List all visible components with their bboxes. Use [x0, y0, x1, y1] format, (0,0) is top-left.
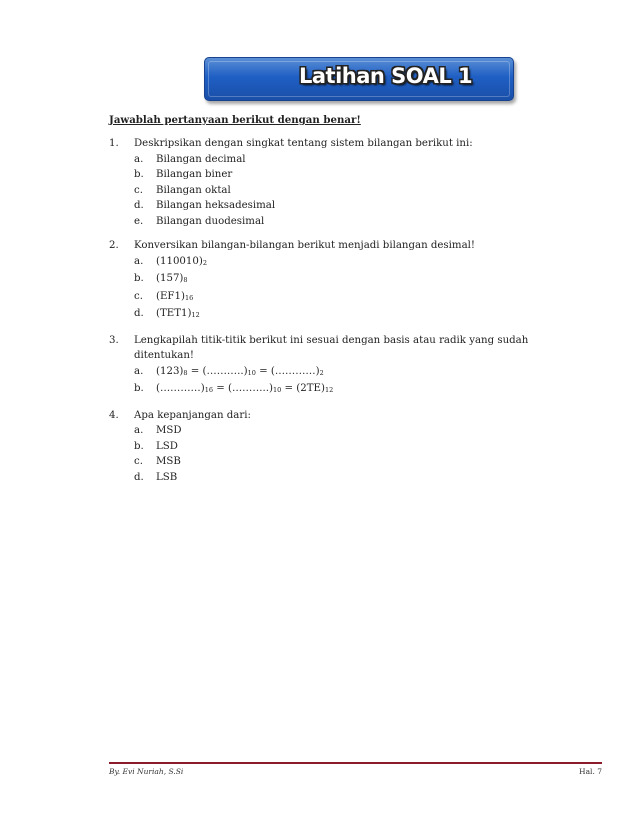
- option-label: a.: [134, 153, 144, 165]
- number-value: (TET1): [156, 308, 192, 319]
- option-item: [134, 364, 589, 382]
- equation-part: = (2TE): [281, 383, 325, 394]
- base-subscript: 8: [183, 276, 188, 284]
- option-label: b.: [134, 169, 144, 180]
- base-subscript: 12: [191, 311, 200, 319]
- exercise-document: [109, 113, 589, 494]
- number-value: (157): [156, 273, 184, 284]
- base-subscript: 10: [273, 386, 282, 394]
- option-item: [134, 423, 589, 439]
- option-label: a.: [134, 255, 144, 267]
- question-number: 4.: [109, 409, 119, 421]
- option-label: c.: [134, 184, 143, 196]
- option-text: Bilangan oktal: [156, 184, 231, 196]
- option-label: b.: [134, 383, 144, 394]
- base-subscript: 10: [247, 368, 256, 377]
- option-label: d.: [134, 200, 144, 211]
- option-item: [134, 183, 589, 199]
- option-label: d.: [134, 471, 144, 483]
- option-item: [134, 306, 589, 324]
- equation-part: (123): [156, 365, 184, 377]
- option-item: [134, 271, 589, 289]
- option-item: [134, 454, 589, 470]
- question-number: 2.: [109, 240, 119, 251]
- instruction-heading: Jawablah pertanyaan berikut dengan benar!: [109, 114, 361, 126]
- option-label: a.: [134, 365, 144, 377]
- option-text: MSD: [156, 425, 182, 436]
- option-item: [134, 470, 589, 486]
- option-list: [134, 152, 589, 230]
- question-text: Konversikan bilangan-bilangan berikut menjadi bilangan desimal!: [134, 240, 475, 251]
- option-label: a.: [134, 425, 144, 436]
- question-text: Lengkapilah titik-titik berikut ini sesuai dengan basis atau radik yang sudah ditentukan!: [134, 334, 529, 361]
- question-2: [109, 238, 589, 324]
- option-label: c.: [134, 290, 143, 302]
- option-label: b.: [134, 273, 144, 284]
- question-text: Deskripsikan dengan singkat tentang sistem bilangan berikut ini:: [134, 138, 473, 149]
- option-item: [134, 381, 589, 399]
- equation-part: = (………..): [212, 383, 273, 394]
- question-3: [109, 333, 589, 399]
- option-list: [134, 254, 589, 324]
- option-text: Bilangan decimal: [156, 153, 246, 165]
- option-text: LSD: [156, 440, 178, 452]
- equation-part: = (…………): [255, 365, 320, 377]
- option-item: [134, 152, 589, 168]
- base-subscript: 12: [324, 386, 334, 394]
- footer-author: By. Evi Nuriah, S.Si: [109, 767, 184, 776]
- banner-title: Latihan SOAL 1: [299, 64, 473, 88]
- base-subscript: 8: [183, 368, 188, 377]
- option-text: LSB: [156, 471, 178, 483]
- footer-divider: [109, 762, 602, 764]
- equation-part: = (………..): [187, 365, 248, 377]
- option-item: [134, 289, 589, 307]
- option-text: Bilangan duodesimal: [156, 215, 265, 227]
- question-number: 1.: [109, 138, 119, 149]
- option-label: b.: [134, 440, 144, 452]
- option-list: [134, 423, 589, 485]
- option-text: Bilangan biner: [156, 169, 233, 180]
- option-item: [134, 254, 589, 272]
- option-label: d.: [134, 308, 144, 319]
- number-value: (110010): [156, 255, 203, 267]
- base-subscript: 2: [319, 368, 324, 377]
- base-subscript: 16: [204, 386, 213, 394]
- footer-page-number: Hal. 7: [579, 767, 602, 776]
- question-4: [109, 408, 589, 486]
- option-list: [134, 364, 589, 399]
- question-1: [109, 136, 589, 229]
- number-value: (EF1): [156, 290, 185, 302]
- equation-part: (…………): [156, 383, 205, 394]
- option-item: [134, 198, 589, 214]
- base-subscript: 2: [202, 258, 207, 267]
- option-item: [134, 167, 589, 183]
- option-label: c.: [134, 456, 143, 467]
- question-number: 3.: [109, 334, 119, 346]
- title-banner: [204, 57, 514, 101]
- option-text: Bilangan heksadesimal: [156, 200, 276, 211]
- option-text: MSB: [156, 456, 181, 467]
- option-item: [134, 214, 589, 230]
- option-item: [134, 439, 589, 455]
- base-subscript: 16: [184, 293, 194, 302]
- option-label: e.: [134, 215, 144, 227]
- question-text: Apa kepanjangan dari:: [134, 409, 251, 421]
